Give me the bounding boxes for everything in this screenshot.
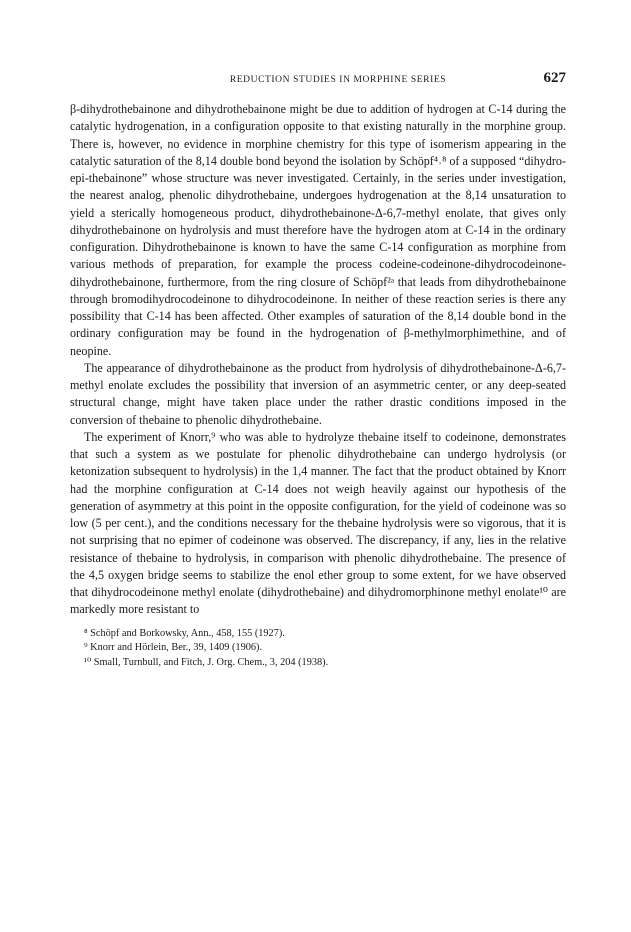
page-number: 627 — [543, 70, 566, 86]
body-text — [70, 101, 566, 619]
footnote-10: ¹⁰ Small, Turnbull, and Fitch, J. Org. Chem., 3, 204 (1938). — [84, 656, 329, 668]
running-header — [70, 70, 566, 90]
footnotes — [70, 627, 566, 671]
journal-page — [70, 70, 566, 670]
paragraph-2: The appearance of dihydrothebainone as the product from hydrolysis of dihydrothebainone-Δ-6,7-methyl enolate excludes the possibility that inversion of an asymmetric center, or any deep-seated structural change, might have taken place under the rather drastic conditions imposed in the conversion of thebaine to phenolic dihydrothebaine. — [70, 360, 566, 427]
paragraph-1: β-dihydrothebainone and dihydrothebainone might be due to addition of hydrogen at C-14 during the catalytic hydrogenation, in a configuration opposite to that existing naturally in the morphine group. There is, however, no evidence in morphine chemistry for this type of isomerism appearing in the catalytic saturation of the 8,14 double bond beyond the isolation by Schöpf⁴˒⁸ of a supposed “dihydro-epi-thebainone” whose structure was never investigated. Certainly, in the series under investigation, the nearest analog, phenolic dihydrothebaine, undergoes hydrogenation at the 8,14 unsaturation to yield a sterically homogeneous product, dihydrothebainone-Δ-6,7-methyl enolate, that gives only dihydrothebainone on hydrolysis and must therefore have the hydrogen atom at C-14 in the ordinary configuration. Dihydrothebainone is known to have the same C-14 configuration as morphine from various methods of preparation, for example the process codeine-codeinone-dihydrocodeinone-dihydrothebainone, furthermore, from the ring closure of Schöpf²ᵃ that leads from dihydrothebainone through bromodihydrocodeinone to dihydrocodeinone. In neither of these reaction series is there any possibility that C-14 has been affected. Other examples of saturation of the 8,14 double bond in the ordinary configuration may be found in the hydrogenation of β-methylmorphimethine, and of neopine. — [70, 102, 566, 358]
running-title: REDUCTION STUDIES IN MORPHINE SERIES — [229, 75, 447, 85]
footnote-8: ⁸ Schöpf and Borkowsky, Ann., 458, 155 (1927). — [84, 627, 285, 639]
paragraph-3: The experiment of Knorr,⁹ who was able to hydrolyze thebaine itself to codeinone, demonstrates that such a system as we postulate for phenolic dihydrothebaine can undergo hydrolysis (or ketonization subsequent to hydrolysis) in the 1,4 manner. The fact that the product obtained by Knorr had the morphine configuration at C-14 does not weigh heavily against our hypothesis of the generation of asymmetry at this point in the opposite configuration, for the yield of codeinone was so low (5 per cent.), and the conditions necessary for the thebaine hydrolysis were so vigorous, that it is not surprising that no epimer of codeinone was observed. The discrepancy, if any, lies in the relative resistance of thebaine to hydrolysis, in comparison with phenolic dihydrothebaine. The presence of the 4,5 oxygen bridge seems to stabilize the enol ether group to some extent, for we have observed that dihydrocodeinone methyl enolate (dihydrothebaine) and dihydromorphinone methyl enolate¹⁰ are markedly more resistant to — [70, 429, 566, 617]
footnote-9: ⁹ Knorr and Hörlein, Ber., 39, 1409 (1906). — [84, 642, 263, 653]
